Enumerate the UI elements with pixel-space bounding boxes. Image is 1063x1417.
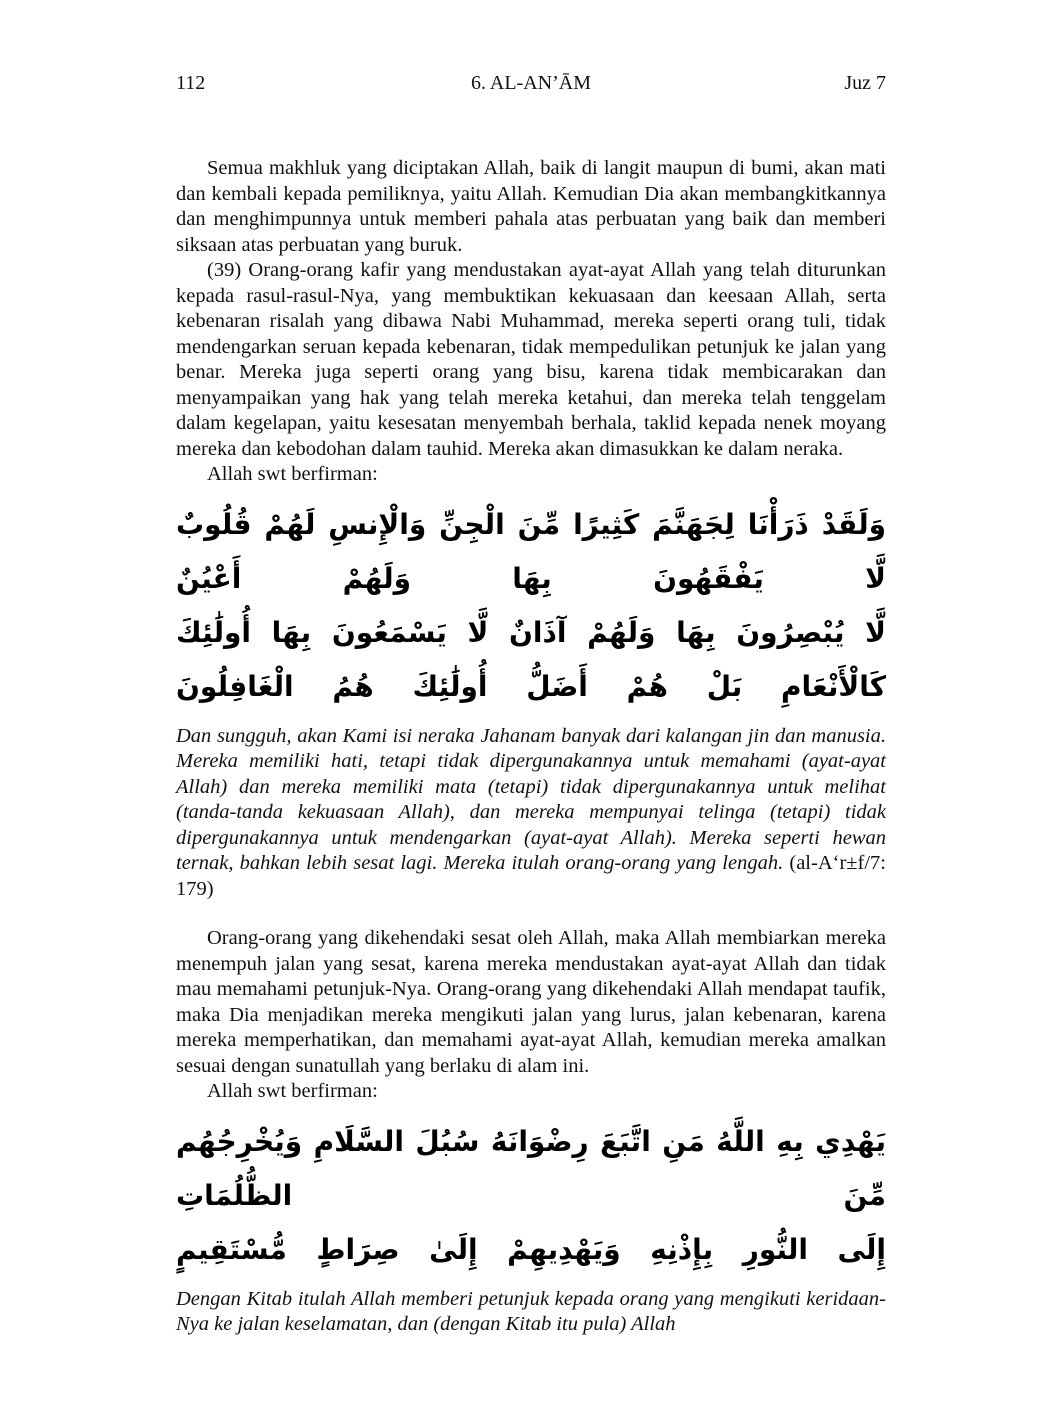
verse-1-translation-text: Dan sungguh, akan Kami isi neraka Jahanam banyak dari kalangan jin dan manusia. Mereka memiliki hati, tetapi tidak dipergunakannya untuk memahami (ayat-ayat Allah) dan mereka memiliki mata (tetapi) tidak dipergunakannya untuk melihat (tanda-tanda kekuasaan Allah), dan mereka mempunyai telinga (tetapi) tidak dipergunakannya untuk mendengarkan (ayat-ayat Allah). Mereka seperti hewan ternak, bahkan lebih sesat lagi. Mereka itulah orang-orang yang lengah. bbox=[176, 724, 886, 874]
verse-intro-1: Allah swt berfirman: bbox=[207, 463, 378, 485]
arabic-verse-1-line-2: لَّا يُبْصِرُونَ بِهَا وَلَهُمْ آذَانٌ لَّا يَسْمَعُونَ بِهَا أُولَٰئِكَ كَالْأَنْعَامِ بَلْ هُمْ أَضَلُّ أُولَٰئِكَ هُمُ الْغَافِلُونَ bbox=[176, 615, 886, 703]
paragraph-3: Orang-orang yang dikehendaki sesat oleh Allah, maka Allah membiarkan mereka menempuh jalan yang sesat, karena mereka mendustakan ayat-ayat Allah dan tidak mau memahami petunjuk-Nya. Orang-orang yang dikehendaki Allah mendapat taufik, maka Dia menjadikan mereka mengikuti jalan yang lurus, jalan kebenaran, karena mereka memperhatikan, dan memahami ayat-ayat Allah, kemudian mereka amalkan sesuai dengan sunatullah yang berlaku di alam ini. bbox=[176, 927, 886, 1077]
page-body bbox=[176, 156, 886, 1338]
arabic-verse-1 bbox=[176, 498, 886, 714]
verse-intro-2: Allah swt berfirman: bbox=[207, 1080, 378, 1102]
arabic-verse-1-line-1: وَلَقَدْ ذَرَأْنَا لِجَهَنَّمَ كَثِيرًا مِّنَ الْجِنِّ وَالْإِنسِ لَهُمْ قُلُوبٌ لَّا يَفْقَهُونَ بِهَا وَلَهُمْ أَعْيُنٌ bbox=[176, 507, 886, 595]
arabic-verse-2-line-1: يَهْدِي بِهِ اللَّهُ مَنِ اتَّبَعَ رِضْوَانَهُ سُبُلَ السَّلَامِ وَيُخْرِجُهُم مِّنَ الظُّلُمَاتِ bbox=[176, 1124, 886, 1212]
arabic-verse-2-line-2: إِلَى النُّورِ بِإِذْنِهِ وَيَهْدِيهِمْ إِلَىٰ صِرَاطٍ مُّسْتَقِيمٍ bbox=[176, 1232, 886, 1266]
paragraph-2: (39) Orang-orang kafir yang mendustakan ayat-ayat Allah yang telah diturunkan kepada rasul-rasul-Nya, yang membuktikan kekuasaan dan keesaan Allah, serta kebenaran risalah yang dibawa Nabi Muhammad, mereka seperti orang tuli, tidak mendengarkan seruan kepada kebenaran, tidak mempedulikan petunjuk ke jalan yang benar. Mereka juga seperti orang yang bisu, karena tidak membicarakan dan menyampaikan yang hak yang telah mereka ketahui, dan mereka telah tenggelam dalam kegelapan, yaitu kesesatan menyembah berhala, taklid kepada nenek moyang mereka dan kebodohan dalam tauhid. Mereka akan dimasukkan ke dalam neraka. bbox=[176, 259, 886, 460]
page-number: 112 bbox=[176, 72, 206, 94]
page-header bbox=[176, 72, 886, 102]
juz-label: Juz 7 bbox=[844, 72, 886, 94]
verse-1-translation bbox=[176, 724, 886, 903]
verse-1-reference: (al-A‘r±f/7: 179) bbox=[176, 852, 886, 900]
verse-2-translation: Dengan Kitab itulah Allah memberi petunjuk kepada orang yang mengikuti keridaan-Nya ke jalan keselamatan, dan (dengan Kitab itu pula) Allah bbox=[176, 1287, 886, 1335]
surah-title: 6. AL-AN’ĀM bbox=[471, 72, 591, 94]
paragraph-1: Semua makhluk yang diciptakan Allah, baik di langit maupun di bumi, akan mati dan kembali kepada pemiliknya, yaitu Allah. Kemudian Dia akan membangkitkannya dan menghimpunnya untuk memberi pahala atas perbuatan yang baik dan memberi siksaan atas perbuatan yang buruk. bbox=[176, 157, 886, 256]
arabic-verse-2 bbox=[176, 1115, 886, 1277]
